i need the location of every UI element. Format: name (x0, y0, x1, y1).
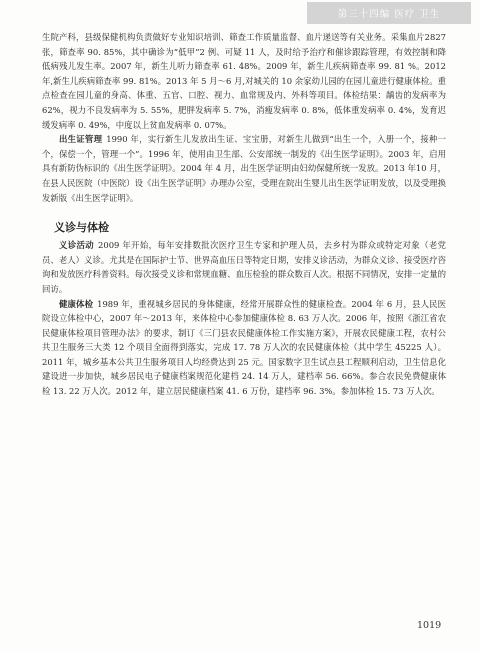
page-header (307, 2, 471, 24)
clinic-lead: 义诊活动 (59, 240, 95, 251)
birth-cert-text: 1990 年，实行新生儿发放出生证、宝宝册，对新生儿做到“出生一个，入册一个，接种一个，保偿一个，管理一个”。1996 年，使用由卫生部、公安部统一制发的《出生医学证明》。2003 年，启用具有新防伪标识的《出生医学证明》。2004 年 4 月，出生医学证明由妇幼保健所统一发放。2013 年10 月，在县人民医院（中医院）设《出生医学证明》办理办公室，受理在院出生婴儿出生医学证明发放，以及受理换发新版《出生医学证明》。 (42, 134, 446, 203)
birth-cert-lead: 出生证管理 (59, 134, 103, 145)
checkup-lead: 健康体检 (59, 298, 94, 309)
paragraph-free-clinic (42, 238, 446, 296)
checkup-text: 1989 年，重视城乡居民的身体健康，经常开展群众性的健康检查。2004 年 6 月，县人民医院设立体检中心，2007 年～2013 年，来体检中心参加健康体检 8. 63 万人次。2006 年，按照《浙江省农民健康体检项目管理办法》的要求，制订《三门县农民健康体检工作实施方案》，开展农民健康工程，农村公共卫生服务三大类 12 个项目全面得到落实，完成 17. 78 万人次的农民健康体检（其中学生 45225 人）。2011 年，城乡基本公共卫生服务项目人均经费达到 25 元。国家数字卫生试点县工程顺利启动，卫生信息化建设进一步加快，城乡居民电子健康档案规范化建档 24. 14 万人，建档率 56. 66%。参合农民免费健康体检 13. 22 万人次。2012 年，建立居民健康档案 41. 6 万份，建档率 96. 3%。参加体检 15. 73 万人次。 (42, 298, 447, 397)
paragraph-newborn-screening: 生院产科，县级保健机构负责做好专业知识培训、筛查工作质量监督、血片递送等有关业务。采集血片2827 张，筛查率 90. 85%，其中确诊为“低甲”2 例、可疑 11 人，及时给予治疗和催诊跟踪管理，有效控制和降低病残儿发生率。2007 年，新生儿听力筛查率 61. 48%。2009 年，新生儿疾病筛查率 99. 81 %。2012 年,新生儿疾病筛查率 99. 81%。2013 年 5 月～6 月,对城关的 10 余家幼儿园的在园儿童进行健康体检。重点检查在园儿童的身高、体重、五官、口腔、视力、血常规及内、外科等项目。体检结果：龋齿的发病率为 62%，视力不良发病率为 5. 55%，肥胖发病率 5. 7%，消瘦发病率 0. 8%，低体重发病率 0. 4%，发育迟缓发病率 0. 49%，中度以上贫血发病率 0. 07%。 (42, 32, 446, 130)
section-title: 义诊与体检 (54, 221, 109, 235)
page-content (42, 30, 446, 399)
page-number: 1019 (417, 620, 442, 631)
clinic-text: 2009 年开始，每年安排数批次医疗卫生专家和护理人员，去乡村为群众或特定对象（老党员、老人）义诊。尤其是在国际护士节、世界高血压日等特定日期，安排义诊活动，为群众义诊、接受医疗咨询和发放医疗科普资料。每次接受义诊和常规血糖、血压检验的群众数百人次。根据不同情况，安排一定量的回访。 (42, 240, 446, 294)
header-text: 第三十四编 医疗 卫生 (337, 9, 441, 20)
paragraph-health-checkup (42, 297, 446, 399)
paragraph-birth-certificate (42, 132, 446, 205)
